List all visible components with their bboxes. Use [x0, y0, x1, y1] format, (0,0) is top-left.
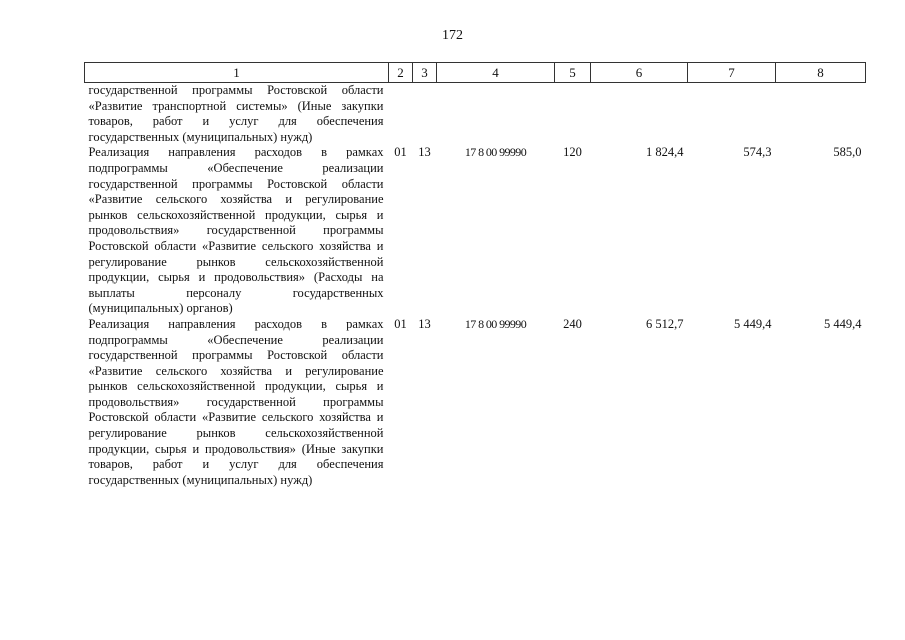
row-expense-type: [555, 83, 591, 146]
row-description: Реализация направления расходов в рамках подпрограммы «Обеспечение реализации государственной программы Ростовской области «Развитие сельского хозяйства и регулирование рынков сельскохозяйственной продукции, сырья и продовольствия» государственной программы Ростовской области «Развитие сельского хозяйства и регулирование рынков сельскохозяйственной продукции, сырья и продовольствия» (Иные закупки товаров, работ и услуг для обеспечения государственных (муниципальных) нужд): [88, 316, 384, 487]
row-amount-2: 5 449,4: [734, 316, 772, 331]
row-expense-type: 120: [563, 145, 582, 160]
row-description: государственной программы Ростовской области «Развитие транспортной системы» (Иные закупки товаров, работ и услуг для обеспечения государственных (муниципальных) нужд): [88, 83, 384, 144]
table-row: [85, 317, 866, 489]
header-col-4: 4: [437, 63, 555, 83]
row-amount-2: [688, 83, 776, 146]
row-target-article: 17 8 00 99990: [464, 316, 527, 331]
row-section: 01: [394, 316, 407, 331]
header-col-7: 7: [688, 63, 776, 83]
table-header: [85, 63, 866, 83]
header-col-8: 8: [776, 63, 866, 83]
budget-table: [84, 62, 866, 488]
header-row: [85, 63, 866, 83]
row-description: Реализация направления расходов в рамках подпрограммы «Обеспечение реализации государственной программы Ростовской области «Развитие сельского хозяйства и регулирование рынков сельскохозяйственной продукции, сырья и продовольствия» государственной программы Ростовской области «Развитие сельского хозяйства и регулирование рынков сельскохозяйственной продукции, сырья и продовольствия» (Расходы на выплаты персоналу государственных (муниципальных) органов): [88, 145, 384, 316]
row-amount-3: [776, 83, 866, 146]
row-amount-1: 1 824,4: [646, 145, 684, 160]
row-amount-3: 5 449,4: [824, 316, 862, 331]
page-number: 172: [442, 28, 463, 43]
row-section: [389, 83, 413, 146]
row-section: 01: [394, 145, 407, 160]
header-col-5: 5: [555, 63, 591, 83]
header-col-1: 1: [85, 63, 389, 83]
row-amount-1: 6 512,7: [646, 316, 684, 331]
row-subsection: [413, 83, 437, 146]
table-body: [85, 83, 866, 489]
row-subsection: 13: [418, 316, 431, 331]
row-amount-2: 574,3: [743, 145, 772, 160]
table-row: [85, 145, 866, 317]
row-expense-type: 240: [563, 316, 582, 331]
header-col-2: 2: [389, 63, 413, 83]
row-target-article: [437, 83, 555, 146]
row-target-article: 17 8 00 99990: [464, 145, 527, 160]
table-row: [85, 83, 866, 146]
row-amount-1: [591, 83, 688, 146]
row-subsection: 13: [418, 145, 431, 160]
header-col-3: 3: [413, 63, 437, 83]
header-col-6: 6: [591, 63, 688, 83]
row-amount-3: 585,0: [833, 145, 862, 160]
